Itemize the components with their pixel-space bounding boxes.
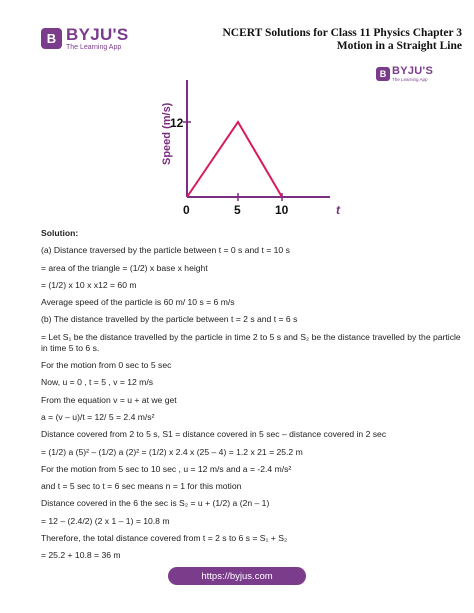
solution-line: For the motion from 5 sec to 10 sec , u = 12 m/s and a = -2.4 m/s²	[41, 463, 292, 474]
solution-line: = area of the triangle = (1/2) x base x height	[41, 262, 208, 273]
logo-icon-small: B	[376, 67, 390, 81]
footer-url-link[interactable]: https://byjus.com	[168, 567, 306, 585]
page-title	[222, 27, 462, 53]
solution-line: Therefore, the total distance covered from t = 2 s to 6 s = S₁ + S₂	[41, 533, 288, 544]
y-axis-label: Speed (m/s)	[161, 102, 173, 165]
speed-curve	[187, 122, 282, 197]
solution-line: = (1/2) x 10 x x12 = 60 m	[41, 279, 137, 290]
solution-line: = (1/2) a (5)² – (1/2) a (2)² = (1/2) x 2.4 x (25 – 4) = 1.2 x 21 = 25.2 m	[41, 446, 303, 457]
x-tick-label-0: 0	[183, 203, 190, 217]
solution-line: = 25.2 + 10.8 = 36 m	[41, 550, 121, 561]
byjus-logo-small	[376, 66, 433, 83]
x-axis-label: t	[336, 203, 340, 217]
x-tick-label-10: 10	[275, 203, 289, 217]
title-line-1: NCERT Solutions for Class 11 Physics Chapter 3	[222, 27, 462, 39]
solution-line: From the equation v = u + at we get	[41, 394, 177, 405]
solution-line: Average speed of the particle is 60 m/ 10 s = 6 m/s	[41, 297, 235, 308]
solution-line: a = (v – u)/t = 12/ 5 = 2.4 m/s²	[41, 411, 155, 422]
x-tick-label-5: 5	[234, 203, 241, 217]
y-tick-label-12: 12	[170, 116, 184, 130]
solution-line: Distance covered from 2 to 5 s, S1 = distance covered in 5 sec – distance covered in 2 sec	[41, 429, 387, 440]
logo-brand-name: BYJU'S	[66, 25, 129, 44]
solution-line: For the motion from 0 sec to 5 sec	[41, 360, 172, 371]
solution-line: (a) Distance traversed by the particle between t = 0 s and t = 10 s	[41, 245, 290, 256]
solution-line: Distance covered in the 6 the sec is S₂ = u + (1/2) a (2n – 1)	[41, 498, 270, 509]
speed-time-graph	[150, 80, 360, 222]
solution-body	[41, 228, 461, 568]
solution-line: = Let S₁ be the distance travelled by the particle in time 2 to 5 s and S₂ be the distance travelled by the particle in time 5 to 6 s.	[41, 331, 461, 353]
logo-brand-name-small: BYJU'S	[392, 65, 434, 77]
byjus-logo	[41, 26, 129, 51]
solution-heading: Solution:	[41, 228, 79, 238]
logo-tagline-small: The Learning App	[392, 77, 428, 82]
title-line-2: Motion in a Straight Line	[336, 40, 462, 52]
solution-line: and t = 5 sec to t = 6 sec means n = 1 for this motion	[41, 481, 242, 492]
solution-line: (b) The distance travelled by the particle between t = 2 s and t = 6 s	[41, 314, 298, 325]
solution-line: = 12 – (2.4/2) (2 x 1 – 1) = 10.8 m	[41, 515, 170, 526]
solution-line: Now, u = 0 , t = 5 , v = 12 m/s	[41, 377, 154, 388]
logo-tagline: The Learning App	[66, 44, 122, 51]
logo-icon: B	[41, 28, 62, 49]
